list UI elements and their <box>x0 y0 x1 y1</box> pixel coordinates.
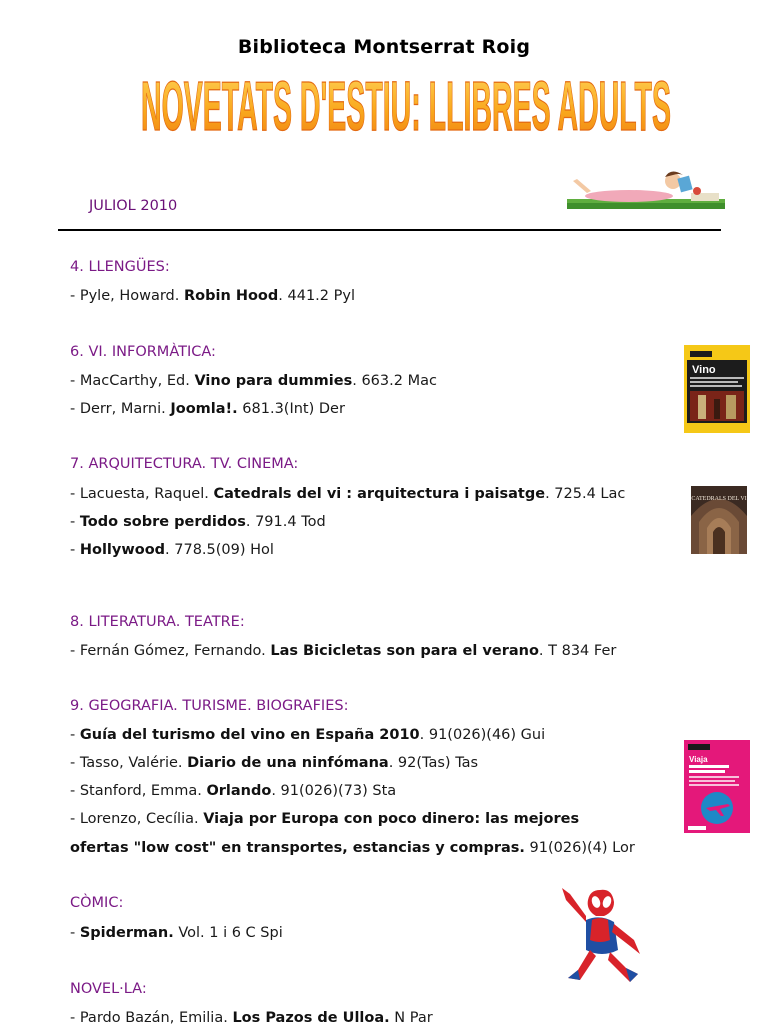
section-heading: 8. LITERATURA. TEATRE: <box>70 614 245 630</box>
entry-author: - <box>70 542 80 558</box>
section-heading: 9. GEOGRAFIA. TURISME. BIOGRAFIES: <box>70 698 349 714</box>
entry-title: Spiderman. <box>79 925 174 941</box>
section-heading: NOVEL·LA: <box>70 981 147 997</box>
cover-vino-title: Vino <box>692 364 716 376</box>
entry-title: Joomla!. <box>170 401 238 417</box>
entry-call-number: 681.3(Int) Der <box>237 401 345 417</box>
entry-title: Los Pazos de Ulloa. <box>232 1010 390 1026</box>
book-entry <box>70 783 396 799</box>
book-entry <box>70 542 274 558</box>
section-heading: 7. ARQUITECTURA. TV. CINEMA: <box>70 456 299 472</box>
entry-call-number: 91(026)(4) Lor <box>524 840 635 856</box>
library-name: Biblioteca Montserrat Roig <box>237 36 531 58</box>
entry-author: - Pardo Bazán, Emilia. <box>70 1010 233 1026</box>
entry-title: Vino para dummies <box>194 373 353 389</box>
book-entry <box>70 514 326 530</box>
entry-author: - Derr, Marni. <box>70 401 171 417</box>
banner-text: NOVETATS D'ESTIU: LLIBRES ADULTS <box>141 68 672 140</box>
entry-call-number: . 663.2 Mac <box>352 373 437 389</box>
book-entry <box>70 925 283 941</box>
book-entry <box>70 755 478 771</box>
entry-author: - <box>70 925 80 941</box>
cover-viaja-brand: Viaja <box>689 755 708 764</box>
entry-title: ofertas "low cost" en transportes, estancias y compras. <box>70 840 525 856</box>
book-entry <box>70 486 625 502</box>
entry-author: - Lacuesta, Raquel. <box>70 486 214 502</box>
entry-author: - Lorenzo, Cecília. <box>70 811 204 827</box>
entry-author: - Fernán Gómez, Fernando. <box>70 643 271 659</box>
entry-call-number: . 725.4 Lac <box>545 486 626 502</box>
spiderman-illustration <box>556 880 644 990</box>
entry-title: Hollywood <box>79 542 166 558</box>
cover-vino-para-dummies <box>684 345 750 433</box>
title-banner <box>138 68 674 140</box>
entry-call-number: Vol. 1 i 6 C Spi <box>173 925 283 941</box>
month-label: JULIOL 2010 <box>89 198 178 214</box>
entry-title: Guía del turismo del vino en España 2010 <box>79 727 420 743</box>
entry-call-number: . 91(026)(46) Gui <box>419 727 546 743</box>
book-entry <box>70 373 437 389</box>
header-divider <box>58 229 721 231</box>
entry-call-number: . 92(Tas) Tas <box>388 755 479 771</box>
section-heading: CÒMIC: <box>70 895 124 911</box>
cover-catedrals-title: CATEDRALS DEL VI <box>691 496 747 502</box>
entry-title: Todo sobre perdidos <box>79 514 246 530</box>
section-heading: 4. LLENGÜES: <box>70 259 170 275</box>
entry-author: - Pyle, Howard. <box>70 288 184 304</box>
entry-call-number: . 791.4 Tod <box>245 514 326 530</box>
entry-author: - <box>70 514 80 530</box>
book-entry <box>70 840 635 856</box>
entry-title: Orlando <box>206 783 272 799</box>
entry-call-number: . T 834 Fer <box>538 643 617 659</box>
cover-viaja-por-europa <box>684 740 750 833</box>
book-entry <box>70 643 616 659</box>
entry-call-number: . 778.5(09) Hol <box>165 542 274 558</box>
entry-author: - <box>70 727 80 743</box>
book-entry <box>70 811 579 827</box>
cover-catedrals-del-vi <box>691 486 747 554</box>
entry-title: Diario de una ninfómana <box>187 755 389 771</box>
entry-call-number: . 441.2 Pyl <box>278 288 355 304</box>
book-entry <box>70 288 355 304</box>
reading-woman-illustration <box>567 163 725 211</box>
entry-title: Las Bicicletas son para el verano <box>270 643 539 659</box>
book-entry <box>70 401 345 417</box>
entry-title: Catedrals del vi : arquitectura i paisatge <box>213 486 546 502</box>
entry-call-number: . 91(026)(73) Sta <box>271 783 397 799</box>
entry-title: Viaja por Europa con poco dinero: las mejores <box>203 811 580 827</box>
section-heading: 6. VI. INFORMÀTICA: <box>70 344 216 360</box>
entry-author: - Tasso, Valérie. <box>70 755 188 771</box>
entry-author: - Stanford, Emma. <box>70 783 207 799</box>
entry-call-number: N Par <box>389 1010 433 1026</box>
book-entry <box>70 727 545 743</box>
entry-author: - MacCarthy, Ed. <box>70 373 195 389</box>
entry-title: Robin Hood <box>183 288 279 304</box>
